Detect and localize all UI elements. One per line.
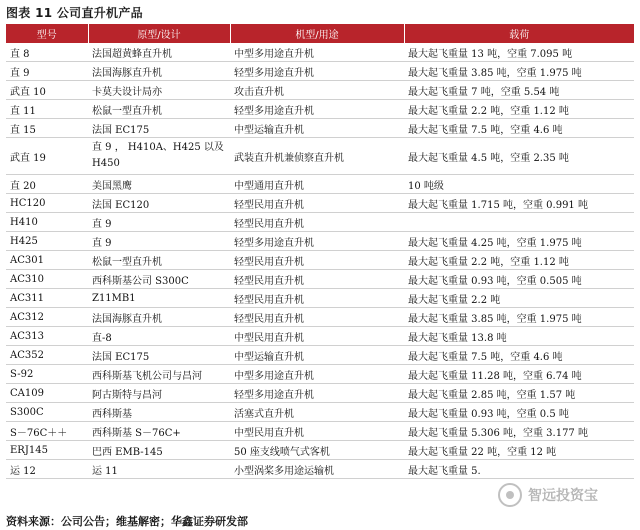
cell-payload: 最大起飞重量 4.25 吨，空重 1.975 吨: [404, 232, 634, 251]
cell-payload: 最大起飞重量 3.85 吨，空重 1.975 吨: [404, 308, 634, 327]
header-type: 机型/用途: [230, 24, 404, 43]
cell-payload: 最大起飞重量 2.85 吨，空重 1.57 吨: [404, 384, 634, 403]
cell-payload: 最大起飞重量 13 吨，空重 7.095 吨: [404, 43, 634, 62]
cell-type: 轻型多用途直升机: [230, 232, 404, 251]
table-row: [6, 365, 634, 384]
cell-model: CA109: [6, 384, 88, 403]
cell-type: 中型运输直升机: [230, 119, 404, 138]
helicopter-product-table: [6, 24, 634, 479]
cell-origin: 西科斯基公司 S300C: [88, 270, 230, 289]
cell-payload: 最大起飞重量 5.: [404, 460, 634, 479]
cell-type: 中型多用途直升机: [230, 365, 404, 384]
cell-model: AC313: [6, 327, 88, 346]
table-row: [6, 346, 634, 365]
table-row: [6, 251, 634, 270]
cell-type: 50 座支线喷气式客机: [230, 441, 404, 460]
cell-origin: 法国 EC175: [88, 119, 230, 138]
cell-type: 轻型多用途直升机: [230, 100, 404, 119]
table-row: [6, 43, 634, 62]
watermark-logo-icon: [498, 483, 522, 507]
cell-model: AC311: [6, 289, 88, 308]
cell-origin: 阿古斯特与昌河: [88, 384, 230, 403]
cell-model: S－76C＋＋: [6, 422, 88, 441]
cell-origin: 西科斯基 S－76C+: [88, 422, 230, 441]
cell-model: 直 9: [6, 62, 88, 81]
cell-payload: 最大起飞重量 13.8 吨: [404, 327, 634, 346]
cell-origin: 法国海豚直升机: [88, 62, 230, 81]
cell-type: 中型多用途直升机: [230, 43, 404, 62]
cell-type: 轻型民用直升机: [230, 251, 404, 270]
table-row: [6, 422, 634, 441]
cell-type: 中型民用直升机: [230, 327, 404, 346]
cell-type: 轻型民用直升机: [230, 289, 404, 308]
cell-origin: 法国 EC120: [88, 194, 230, 213]
table-row: [6, 441, 634, 460]
cell-model: ERJ145: [6, 441, 88, 460]
cell-payload: 最大起飞重量 22 吨，空重 12 吨: [404, 441, 634, 460]
cell-payload: 最大起飞重量 7 吨，空重 5.54 吨: [404, 81, 634, 100]
table-row: [6, 213, 634, 232]
table-row: [6, 384, 634, 403]
cell-payload: 最大起飞重量 2.2 吨，空重 1.12 吨: [404, 251, 634, 270]
cell-payload: 最大起飞重量 7.5 吨，空重 4.6 吨: [404, 119, 634, 138]
cell-model: H425: [6, 232, 88, 251]
cell-type: 活塞式直升机: [230, 403, 404, 422]
cell-type: 小型涡桨多用途运输机: [230, 460, 404, 479]
cell-type: 中型通用直升机: [230, 175, 404, 194]
header-payload: 载荷: [404, 24, 634, 43]
cell-model: 直 11: [6, 100, 88, 119]
header-origin: 原型/设计: [88, 24, 230, 43]
cell-type: 轻型民用直升机: [230, 308, 404, 327]
cell-payload: 最大起飞重量 2.2 吨，空重 1.12 吨: [404, 100, 634, 119]
cell-origin: 直-8: [88, 327, 230, 346]
cell-origin: 法国超黄蜂直升机: [88, 43, 230, 62]
cell-model: H410: [6, 213, 88, 232]
watermark: [498, 483, 598, 507]
table-body: [6, 43, 634, 479]
cell-origin: 直 9: [88, 232, 230, 251]
cell-model: AC312: [6, 308, 88, 327]
cell-origin: Z11MB1: [88, 289, 230, 308]
cell-model: AC352: [6, 346, 88, 365]
cell-origin: 巴西 EMB-145: [88, 441, 230, 460]
table-row: [6, 194, 634, 213]
cell-origin: 卡莫夫设计局亦: [88, 81, 230, 100]
cell-type: 中型运输直升机: [230, 346, 404, 365]
cell-payload: 最大起飞重量 5.306 吨，空重 3.177 吨: [404, 422, 634, 441]
table-row: [6, 119, 634, 138]
table-row: [6, 62, 634, 81]
cell-type: 中型民用直升机: [230, 422, 404, 441]
cell-origin: 法国海豚直升机: [88, 308, 230, 327]
cell-origin: 西科斯基飞机公司与昌河: [88, 365, 230, 384]
cell-type: 轻型多用途直升机: [230, 384, 404, 403]
table-row: [6, 403, 634, 422]
table-row: [6, 460, 634, 479]
cell-model: 直 8: [6, 43, 88, 62]
cell-origin: 松鼠一型直升机: [88, 100, 230, 119]
table-row: [6, 232, 634, 251]
cell-model: AC310: [6, 270, 88, 289]
cell-payload: 最大起飞重量 4.5 吨，空重 2.35 吨: [404, 138, 634, 175]
cell-type: 轻型民用直升机: [230, 213, 404, 232]
table-row: [6, 175, 634, 194]
cell-payload: 最大起飞重量 0.93 吨，空重 0.505 吨: [404, 270, 634, 289]
header-row: [6, 24, 634, 43]
cell-payload: 最大起飞重量 1.715 吨，空重 0.991 吨: [404, 194, 634, 213]
cell-model: HC120: [6, 194, 88, 213]
cell-type: 攻击直升机: [230, 81, 404, 100]
cell-payload: 最大起飞重量 0.93 吨，空重 0.5 吨: [404, 403, 634, 422]
source-note: 资料来源：公司公告；维基解密；华鑫证券研发部: [6, 515, 248, 528]
table-row: [6, 327, 634, 346]
watermark-text: 智远投资宝: [528, 488, 598, 504]
cell-origin: 运 11: [88, 460, 230, 479]
cell-type: 轻型多用途直升机: [230, 62, 404, 81]
cell-model: 武直 10: [6, 81, 88, 100]
cell-origin: 直 9: [88, 213, 230, 232]
cell-model: 武直 19: [6, 138, 88, 175]
figure-title: 图表 11 公司直升机产品: [6, 6, 143, 20]
table-row: [6, 308, 634, 327]
cell-model: S-92: [6, 365, 88, 384]
table-row: [6, 270, 634, 289]
cell-payload: 10 吨级: [404, 175, 634, 194]
cell-payload: 最大起飞重量 3.85 吨，空重 1.975 吨: [404, 62, 634, 81]
table-row: [6, 138, 634, 175]
cell-model: 运 12: [6, 460, 88, 479]
cell-type: 武装直升机兼侦察直升机: [230, 138, 404, 175]
cell-type: 轻型民用直升机: [230, 270, 404, 289]
cell-model: S300C: [6, 403, 88, 422]
cell-origin: 美国黑鹰: [88, 175, 230, 194]
table-row: [6, 100, 634, 119]
cell-origin: 松鼠一型直升机: [88, 251, 230, 270]
table-row: [6, 81, 634, 100]
cell-model: 直 15: [6, 119, 88, 138]
cell-model: AC301: [6, 251, 88, 270]
cell-origin: 西科斯基: [88, 403, 230, 422]
table-header: [6, 24, 634, 43]
cell-payload: [404, 213, 634, 232]
table-row: [6, 289, 634, 308]
cell-payload: 最大起飞重量 11.28 吨，空重 6.74 吨: [404, 365, 634, 384]
cell-type: 轻型民用直升机: [230, 194, 404, 213]
cell-model: 直 20: [6, 175, 88, 194]
cell-origin: 直 9 ， H410A、H425 以及 H450: [88, 138, 230, 175]
product-table-wrapper: [6, 24, 634, 479]
cell-payload: 最大起飞重量 7.5 吨，空重 4.6 吨: [404, 346, 634, 365]
cell-origin: 法国 EC175: [88, 346, 230, 365]
cell-payload: 最大起飞重量 2.2 吨: [404, 289, 634, 308]
header-model: 型号: [6, 24, 88, 43]
